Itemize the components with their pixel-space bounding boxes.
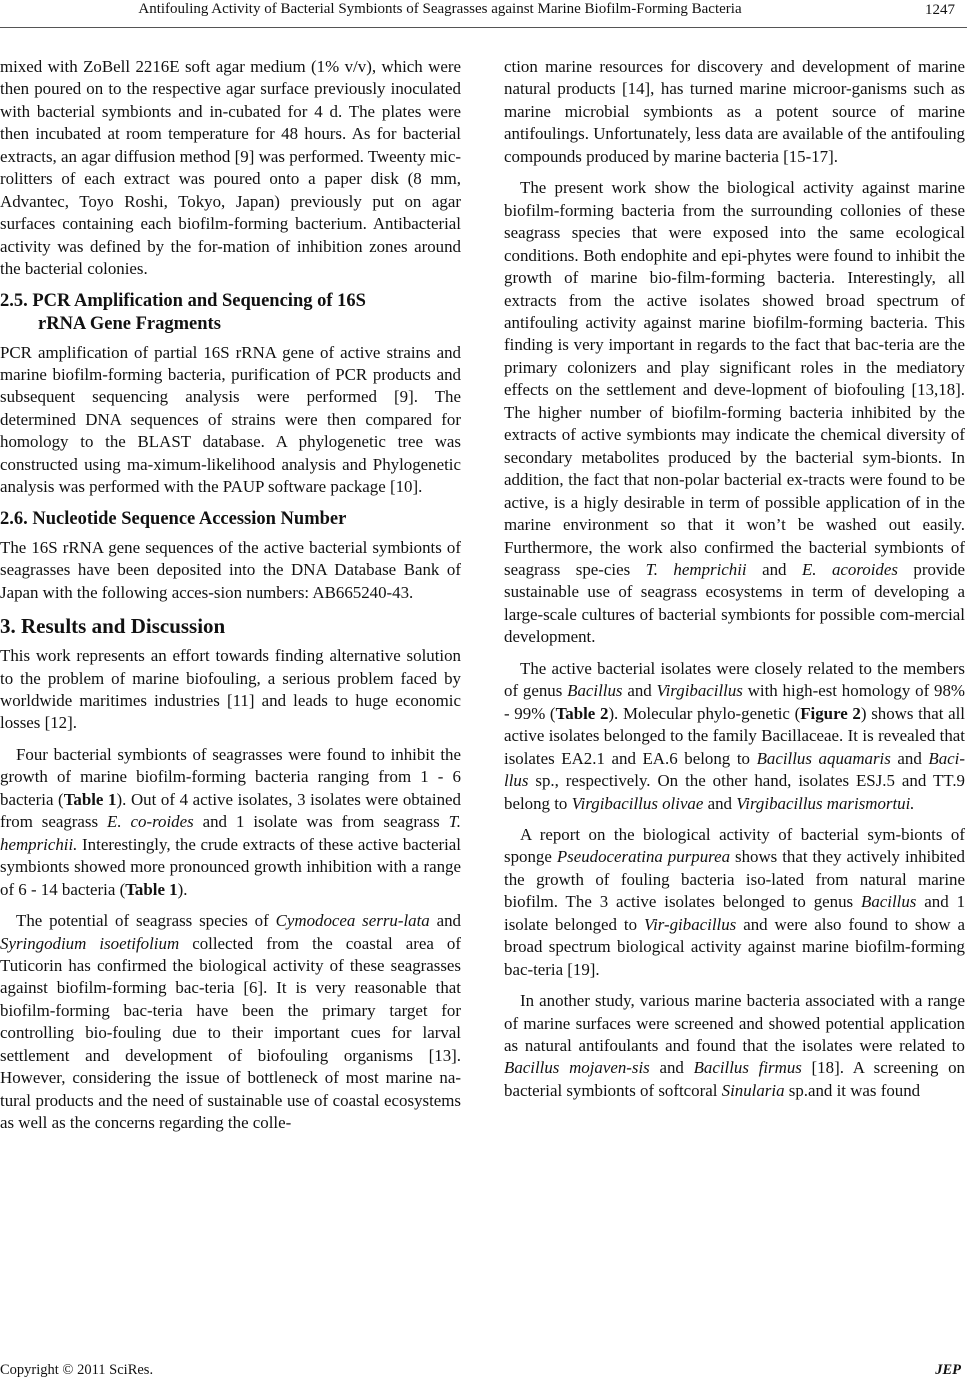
paragraph: The 16S rRNA gene sequences of the active bacterial symbionts of seagrasses have been deposited into the DNA Database Bank of Japan with the following acces-sion numbers: AB665240-43.	[0, 537, 461, 602]
paragraph: In another study, various marine bacteria associated with a range of marine surfaces were screened and showed potential application as natural antifoulants and found that the isolates were related to Bacillus mojaven-sis and Bacillus firmus [18]. A screening on bacterial symbionts of softcoral Sinularia sp.and it was found	[504, 991, 965, 1100]
species-name: Virgibacillus olivae	[571, 793, 704, 813]
paragraph: A report on the biological activity of bacterial sym-bionts of sponge Pseudoceratina purpurea shows that they actively inhibited the growth of fouling bacteria iso-lated from natural marine biofilm. The 3 active isolates belonged to genus Bacillus and 1 isolate belonged to Vir-gibacillus and were also found to show a broad spectrum biological activity against marine biofilm-forming bac-teria [19].	[504, 824, 966, 979]
table-reference[interactable]: Table 2	[555, 703, 609, 723]
species-name: Bacillus aquamaris	[756, 748, 891, 768]
right-column	[504, 56, 965, 1102]
running-header	[0, 0, 967, 24]
species-name: T. hemprichii.	[0, 812, 461, 854]
species-name: T. hemprichii	[645, 559, 747, 579]
species-name: E. acoroides	[801, 559, 898, 579]
species-name: Cymodocea serru-lata	[275, 911, 430, 931]
species-name: Bacillus firmus	[693, 1058, 802, 1078]
heading-line: 2.5. PCR Amplification and Sequencing of 16S	[0, 290, 366, 311]
paragraph: This work represents an effort towards finding alternative solution to the problem of marine biofouling, a serious problem faced by worldwide maritimes industries [11] and leads to huge economic losses [12].	[0, 646, 461, 733]
paragraph: PCR amplification of partial 16S rRNA gene of active strains and marine biofilm-forming bacteria, purification of PCR products and subsequent sequencing analysis were performed [9]. The determined DNA sequences of strains were then compared for homology to the BLAST database. A phylogenetic tree was constructed using ma-ximum-likelihood analysis and Phylogenetic analysis was performed with the PAUP software package [10].	[0, 342, 461, 497]
page-footer	[0, 1362, 967, 1382]
section-heading-2-6: 2.6. Nucleotide Sequence Accession Number	[0, 508, 347, 529]
genus-name: Vir-gibacillus	[644, 914, 737, 934]
running-title: Antifouling Activity of Bacterial Symbionts of Seagrasses against Marine Biofilm-Forming Bacteria	[138, 1, 742, 17]
genus-name: Bacillus	[567, 681, 623, 701]
paragraph: mixed with ZoBell 2216E soft agar medium (1% v/v), which were then poured on to the respective agar surface previously inoculated with bacterial symbionts and in-cubated for 4 d. The plates were then incubated at room temperature for 48 hours. As for bacterial extracts, an agar diffusion method [9] was performed. Tweenty mic-rolitters of each extract was poured onto a paper disk (8 mm, Advantec, Toyo Roshi, Tokyo, Japan) previously put on agar surfaces containing each biofilm-forming bacterium. Antibacterial activity was defined by the for-mation of inhibition zones around the bacterial colonies.	[0, 57, 461, 279]
genus-name: Virgibacillus	[656, 681, 743, 701]
figure-reference[interactable]: Figure 2	[800, 703, 861, 723]
species-name: Baci-llus	[504, 748, 965, 791]
species-name: Syringodium isoetifolium	[0, 933, 180, 953]
genus-name: Bacillus	[861, 892, 917, 912]
table-reference[interactable]: Table 1	[63, 789, 117, 809]
header-rule	[0, 27, 967, 28]
paragraph: ction marine resources for discovery and development of marine natural products [14], has turned marine microor-ganisms such as marine microbial symbionts as a potent source of marine antifoulings. Unfortunately, less data are available of the antifouling compounds produced by marine bacteria [15-17].	[504, 57, 965, 166]
table-reference[interactable]: Table 1	[125, 879, 178, 899]
journal-abbreviation: JEP	[935, 1362, 961, 1378]
genus-name: Sinularia	[721, 1080, 785, 1100]
page-number: 1247	[925, 2, 955, 18]
copyright-notice: Copyright © 2011 SciRes.	[0, 1362, 154, 1378]
species-name: E. co-roides	[107, 812, 194, 832]
paragraph: Four bacterial symbionts of seagrasses were found to inhibit the growth of marine biofilm-forming bacteria ranging from 1 - 6 bacteria (Table 1). Out of 4 active isolates, 3 isolates were obtained from seagrass E. co-roides and 1 isolate was from seagrass T. hemprichii. Interestingly, the crude extracts of these active bacterial symbionts showed more pronounced growth inhibition with a range of 6 - 14 bacteria (Table 1).	[0, 744, 461, 899]
paragraph: The potential of seagrass species of Cymodocea serru-lata and Syringodium isoetifolium collected from the coastal area of Tuticorin has confirmed the biological activity of these seagrasses against biofilm-forming bac-teria [6]. It is very reasonable that biofilm-forming bac-teria have been the primary target for controlling bio-fouling due to their important cues for larval settlement and development of biofouling organisms [13]. However, considering the issue of bottleneck of most marine na-tural products and the need of sustainable use of coastal ecosystems as well as the concerns regarding the colle-	[0, 911, 462, 1133]
section-heading-3: 3. Results and Discussion	[0, 614, 226, 639]
paragraph: The active bacterial isolates were closely related to the members of genus Bacillus and Virgibacillus with high-est homology of 98% - 99% (Table 2). Molecular phylo-genetic (Figure 2) shows that all active isolates belonged to the family Bacillaceae. It is revealed that isolates EA2.1 and EA.6 belong to Bacillus aquamaris and Baci-llus sp., respectively. On the other hand, isolates ESJ.5 and TT.9 belong to Virgibacillus olivae and Virgibacillus marismortui.	[504, 658, 965, 813]
left-column	[0, 56, 461, 1135]
section-heading-2-5	[0, 290, 461, 336]
species-name: Bacillus mojaven-sis	[504, 1058, 650, 1078]
heading-line: rRNA Gene Fragments	[38, 313, 221, 334]
species-name: Virgibacillus marismortui.	[736, 793, 915, 813]
paragraph: The present work show the biological activity against marine biofilm-forming bacteria from the surrounding collonies of these seagrass species that were exposed into the same ecological conditions. Both endophite and epi-phytes were found to inhibit the growth of marine bio-film-forming bacteria. Interestingly, all extracts from the active isolates showed broad spectrum of antifouling activity against marine biofilm-forming bacteria. This finding is very important in regards to the fact that bac-teria are the primary colonizers and play significant roles in the mediatory effects on the settlement and deve-lopment of biofouling [13,18]. The higher number of biofilm-forming bacteria inhibited by the extracts of active symbionts may indicate the chemical diversity of secondary metabolites produced by the bacterial sym-bionts. In addition, the fact that non-polar bacterial ex-tracts were found to be active, is a higly desirable in term of possible application of in the marine environment so that it won’t be washed out easily. Furthermore, the work also confirmed the bacterial symbionts of seagrass spe-cies T. hemprichii and E. acoroides provide sustainable use of seagrass ecosystems in term of developing a large-scale cultures of bacterial symbionts for possible com-mercial development.	[504, 178, 965, 647]
species-name: Pseudoceratina purpurea	[556, 847, 731, 867]
